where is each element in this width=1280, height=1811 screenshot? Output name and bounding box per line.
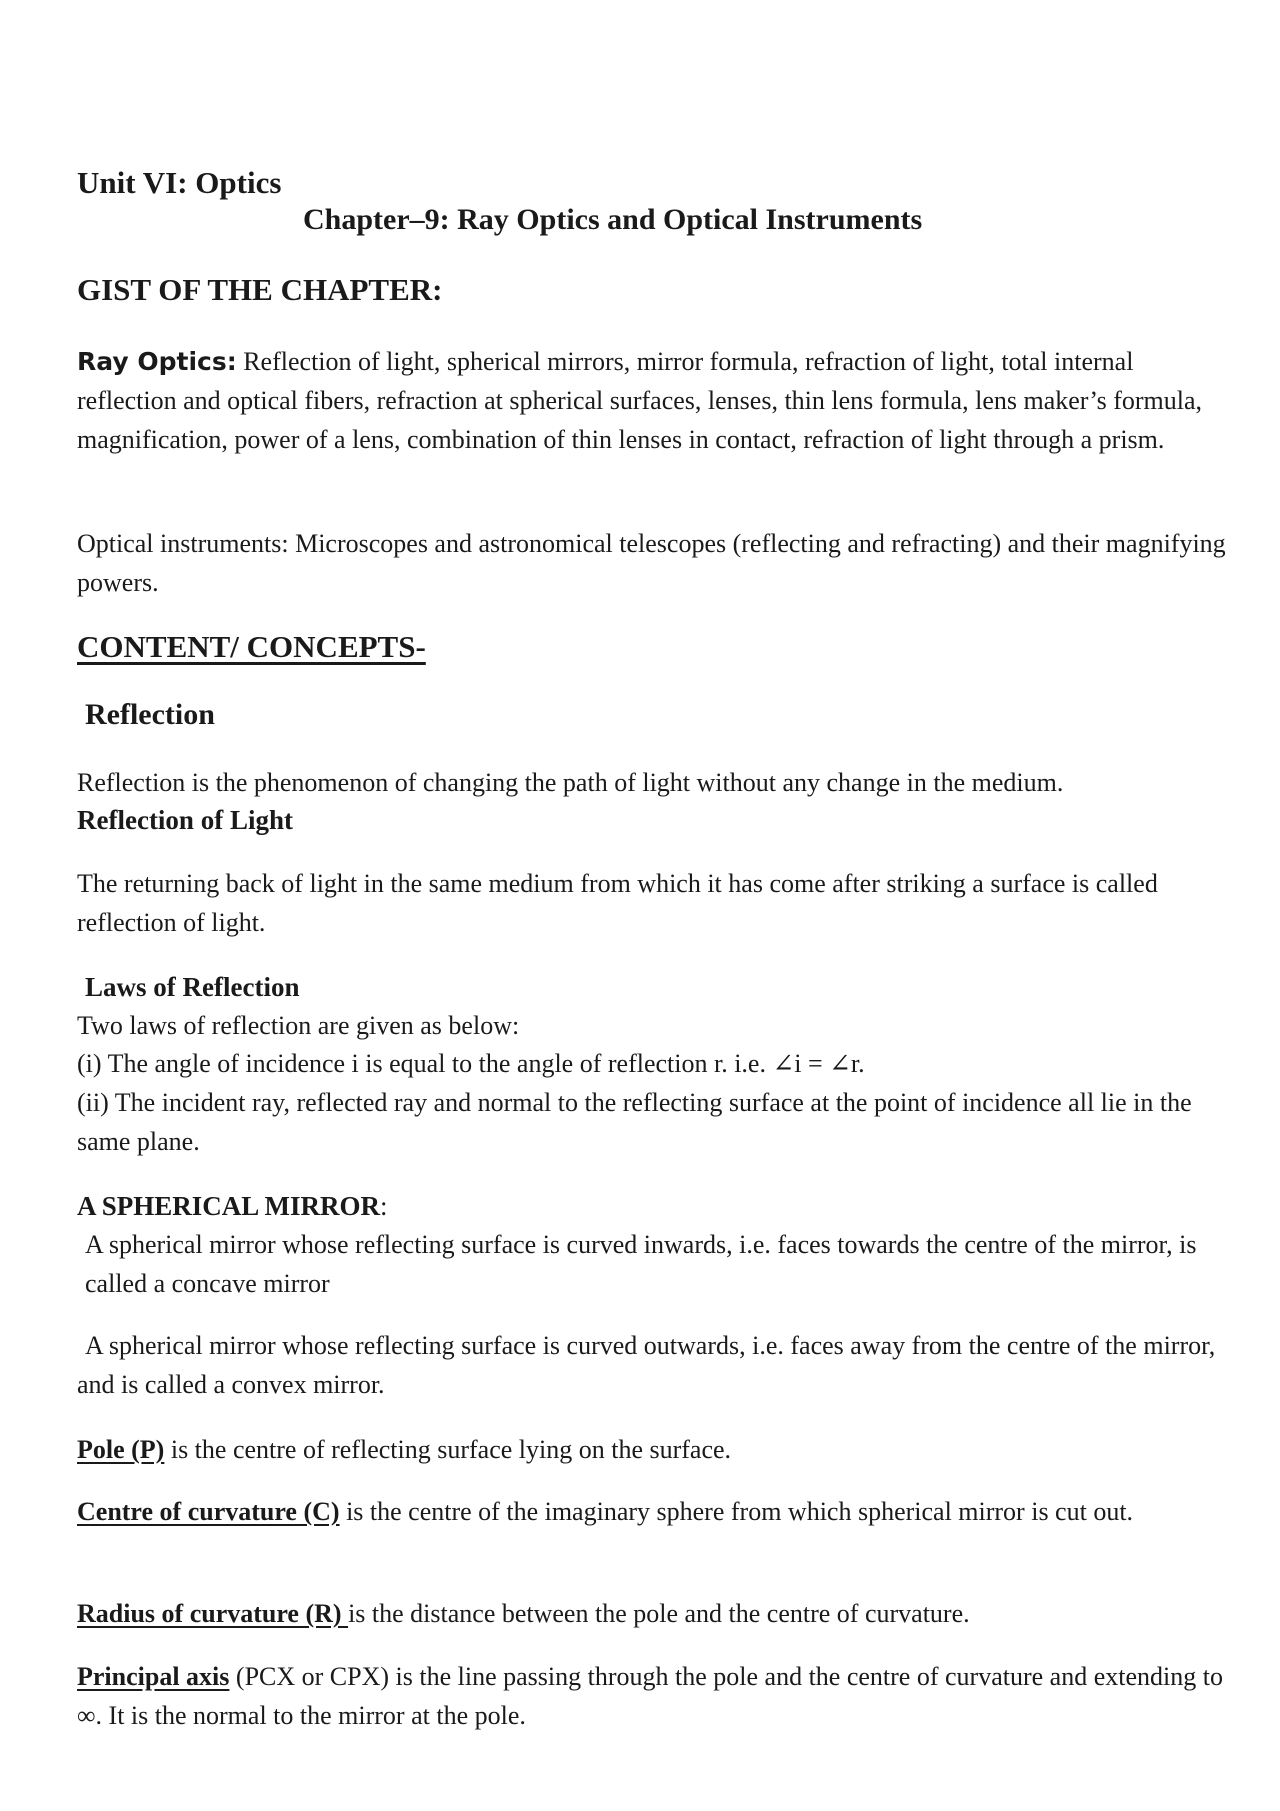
concave-mirror-text: A spherical mirror whose reflecting surface is curved inwards, i.e. faces towards the centre of the mirror, is called a concave mirror [85,1230,1197,1298]
reflection-heading: Reflection [85,698,215,731]
principal-axis-term: Principal axis [77,1662,230,1691]
chapter-title: Chapter–9: Ray Optics and Optical Instruments [303,203,923,236]
pole-definition [77,1430,1227,1469]
spherical-mirror-heading [77,1187,1227,1226]
law-one: (i) The angle of incidence i is equal to the angle of reflection r. i.e. ∠i = ∠r. [77,1049,865,1078]
unit-title: Unit VI: Optics [77,165,282,200]
radius-of-curvature-text: is the distance between the pole and the centre of curvature. [348,1599,970,1628]
gist-heading: GIST OF THE CHAPTER: [77,272,443,307]
pole-text: is the centre of reflecting surface lying on the surface. [164,1435,732,1464]
centre-of-curvature-definition [77,1492,1227,1531]
laws-heading: Laws of Reflection [85,972,300,1002]
reflection-of-light-text: The returning back of light in the same medium from which it has come after striking a surface is called reflection of light. [77,869,1158,937]
reflection-of-light-heading: Reflection of Light [77,805,293,835]
principal-axis-text: (PCX or CPX) is the line passing through the pole and the centre of curvature and extending to ∞. It is the normal to the mirror at the pole. [77,1662,1223,1730]
radius-of-curvature-definition [77,1594,1227,1633]
ray-optics-paragraph [77,342,1227,459]
centre-of-curvature-term: Centre of curvature (C) [77,1497,340,1526]
convex-mirror-text: A spherical mirror whose reflecting surface is curved outwards, i.e. faces away from the centre of the mirror, and is called a convex mirror. [77,1331,1216,1399]
pole-term: Pole (P) [77,1435,165,1464]
content-heading: CONTENT/ CONCEPTS- [77,629,426,664]
reflection-definition: Reflection is the phenomenon of changing the path of light without any change in the medium. [77,768,1064,797]
principal-axis-definition [77,1657,1227,1735]
laws-intro: Two laws of reflection are given as below: [77,1011,520,1040]
spherical-mirror-heading-colon: : [380,1191,388,1221]
optical-instruments-paragraph: Optical instruments: Microscopes and astronomical telescopes (reflecting and refracting) and their magnifying powers. [77,529,1226,597]
law-two: (ii) The incident ray, reflected ray and normal to the reflecting surface at the point of incidence all lie in the same plane. [77,1088,1192,1156]
centre-of-curvature-text: is the centre of the imaginary sphere from which spherical mirror is cut out. [339,1497,1134,1526]
radius-of-curvature-term: Radius of curvature (R) [77,1599,349,1628]
spherical-mirror-heading-text: A SPHERICAL MIRROR [77,1191,381,1221]
ray-optics-text: Reflection of light, spherical mirrors, mirror formula, refraction of light, total internal reflection and optical fibers, refraction at spherical surfaces, lenses, thin lens formula, lens maker’s formula, magnification, power of a lens, combination of thin lenses in contact, refraction of light through a prism. [77,347,1203,454]
ray-optics-label: Ray Optics: [77,347,237,376]
